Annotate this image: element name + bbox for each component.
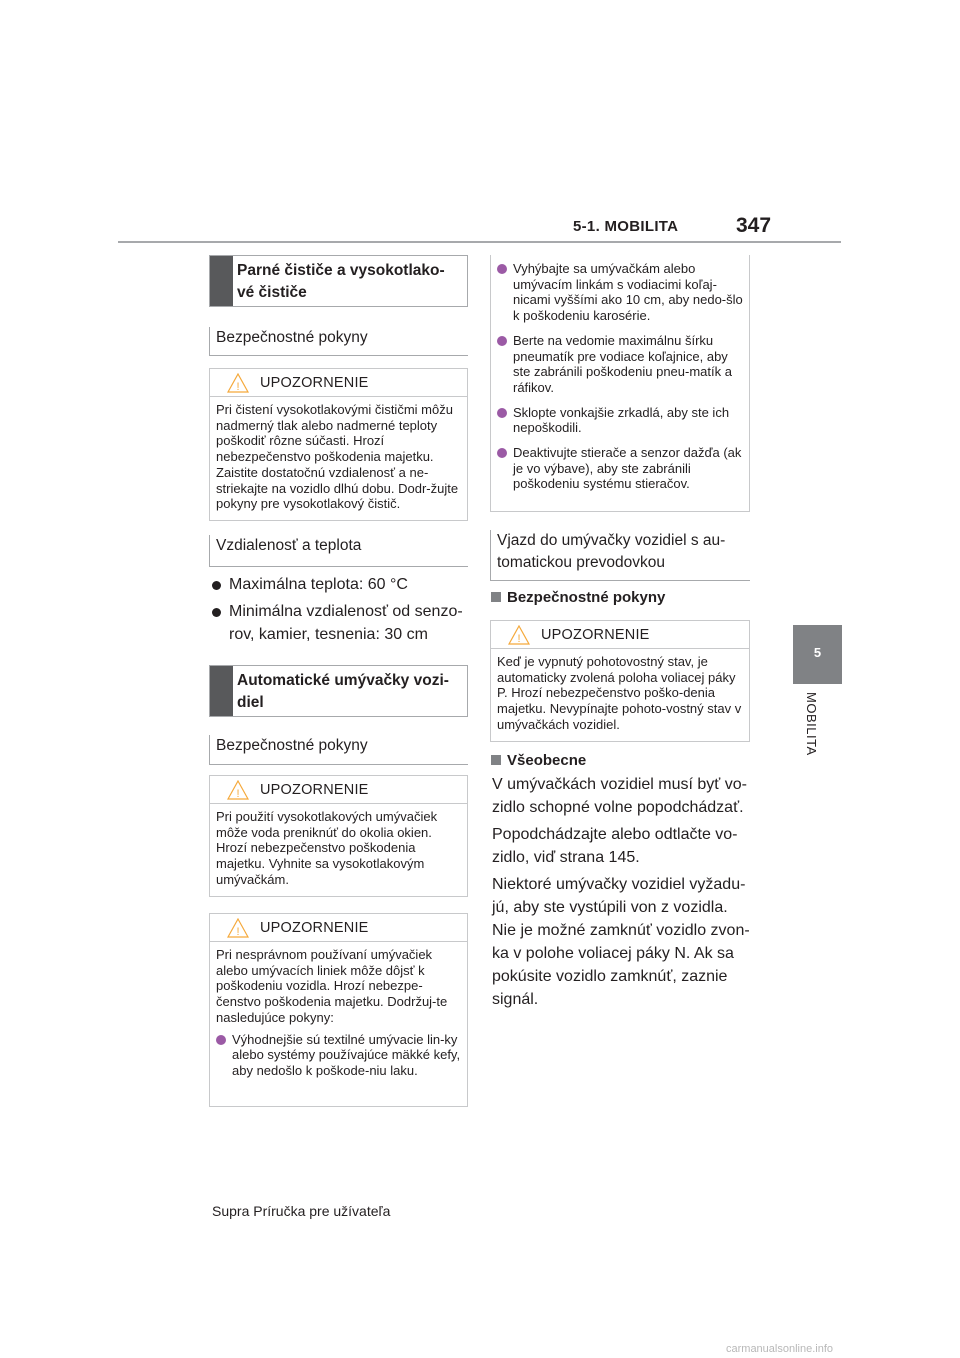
bullet-dot [497, 264, 507, 274]
watermark: carmanualsonline.info [726, 1343, 834, 1355]
warning-list-item [497, 333, 744, 396]
list-item-text: Maximálna teplota: 60 °C [229, 576, 408, 593]
subheading-safety: Bezpečnostné pokyny [209, 327, 468, 356]
list-item [212, 600, 466, 646]
bold-heading-text: Všeobecne [507, 752, 587, 769]
bullet-dot [212, 581, 221, 590]
warning-list-item [497, 261, 744, 324]
warning-list-text: Deaktivujte stierače a senzor dažďa (ak je vo výbave), aby ste zabránili poškodeniu systému stieračov. [513, 445, 742, 492]
bullet-dot [212, 608, 221, 617]
subheading-safety: Bezpečnostné pokyny [209, 735, 468, 765]
section-heading-text: Automatické umývačky vozi-diel [237, 672, 449, 711]
warning-list-item [497, 405, 744, 436]
bold-heading [491, 589, 665, 606]
warning-triangle-icon [227, 373, 249, 393]
chapter-tab-number[interactable]: 5 [793, 625, 842, 684]
warning-list-item [497, 445, 744, 492]
section-heading-text: Parné čističe a vysokotlako-vé čističe [237, 262, 445, 301]
header-divider [118, 241, 841, 243]
warning-list-text: Vyhýbajte sa umývačkám alebo umývacím linkám s vodiacimi koľaj-nicami vyššími ako 10 cm, aby nedo-šlo k poškodeniu karosérie. [513, 261, 743, 324]
warning-list-text: Sklopte vonkajšie zrkadlá, aby ste ich nepoškodili. [513, 404, 730, 436]
warning-triangle-icon [508, 625, 530, 645]
bullet-dot [497, 448, 507, 458]
warning-list-text: Berte na vedomie maximálnu šírku pneumatík pre vodiace koľajnice, aby ste zabránili poškodeniu pneu-matík a ráfikov. [513, 332, 732, 395]
bold-heading [491, 752, 586, 769]
warning-text: Pri čistení vysokotlakovými čističmi môžu nadmerný tlak alebo nadmerné teploty poškodiť rôzne súčasti. Hrozí nebezpečenstvo poškodenia majetku. Zaistite dostatočnú vzdialenosť a ne-striekajte na vozidlo dlhú dobu. Dodr-žujte pokyny pre vysokotlakový čistič. [216, 402, 459, 512]
warning-title: UPOZORNENIE [541, 627, 650, 643]
svg-text:!: ! [236, 926, 240, 938]
section-heading-car-wash [209, 665, 468, 717]
warning-text: Pri nesprávnom používaní umývačiek alebo umývacích liniek môže dôjsť k poškodeniu vozidla. Hrozí nebezpe-čenstvo poškodenia majetku. Dodržuj-te nasledujúce pokyny: [216, 947, 448, 1025]
warning-triangle-icon [227, 780, 249, 800]
warning-divider [210, 803, 467, 804]
warning-list-item [216, 1032, 462, 1079]
warning-triangle-icon [227, 918, 249, 938]
subheading-automatic-transmission: Vjazd do umývačky vozidiel s au-tomatickou prevodovkou [490, 530, 750, 581]
warning-box [490, 620, 750, 742]
paragraph: Niektoré umývačky vozidiel vyžadu-jú, aby ste vystúpili von z vozidla. Nie je možné zamknúť vozidlo zvon-ka v polohe voliacej páky N. Ak sa pokúsite vozidlo zamknúť, zaznie signál. [492, 876, 750, 1008]
heading-bar [210, 256, 233, 306]
footer-text: Supra Príručka pre užívateľa [212, 1203, 391, 1219]
chapter-tab-label: MOBILITA [804, 692, 819, 756]
heading-bar [210, 666, 233, 716]
warning-list-text: Výhodnejšie sú textilné umývacie lin-ky alebo systémy používajúce mäkké kefy, aby nedošlo k poškode-niu laku. [232, 1031, 461, 1078]
warning-content [216, 947, 462, 1079]
bullet-dot [497, 408, 507, 418]
warning-box-continued [490, 255, 750, 512]
warning-box [209, 775, 468, 897]
warning-content [497, 261, 744, 492]
list-item-text: Minimálna vzdialenosť od senzo-rov, kamier, tesnenia: 30 cm [229, 603, 463, 643]
warning-text: Pri použití vysokotlakových umývačiek môže voda preniknúť do okolia okien. Hrozí nebezpečenstvo poškodenia majetku. Vyhnite sa vysokotlakovým umývačkám. [216, 809, 438, 887]
list-item [212, 573, 467, 596]
page-number: 347 [736, 214, 772, 237]
bullet-dot [216, 1035, 226, 1045]
svg-text:!: ! [517, 633, 521, 645]
paragraph: V umývačkách vozidiel musí byť vo-zidlo schopné volne popodchádzať. [492, 776, 747, 816]
section-heading-steam-cleaners [209, 255, 468, 307]
warning-divider [210, 941, 467, 942]
svg-text:!: ! [236, 381, 240, 393]
warning-title: UPOZORNENIE [260, 782, 369, 798]
square-bullet-icon [491, 755, 501, 765]
warning-title: UPOZORNENIE [260, 375, 369, 391]
subheading-distance: Vzdialenosť a teplota [209, 535, 468, 567]
warning-text: Keď je vypnutý pohotovostný stav, je automaticky zvolená poloha voliacej páky P. Hrozí nebezpečenstvo poško-denia majetku. Nevypínajte pohoto-vostný stav v umývačkách vozidiel. [497, 654, 742, 732]
warning-box [209, 913, 468, 1107]
svg-text:!: ! [236, 788, 240, 800]
warning-title: UPOZORNENIE [260, 920, 369, 936]
square-bullet-icon [491, 592, 501, 602]
warning-divider [491, 648, 749, 649]
warning-box [209, 368, 468, 521]
warning-divider [210, 396, 467, 397]
bold-heading-text: Bezpečnostné pokyny [507, 589, 666, 606]
paragraph: Popodchádzajte alebo odtlačte vo-zidlo, viď strana 145. [492, 826, 738, 866]
bullet-dot [497, 336, 507, 346]
section-header: 5-1. MOBILITA [573, 218, 679, 235]
